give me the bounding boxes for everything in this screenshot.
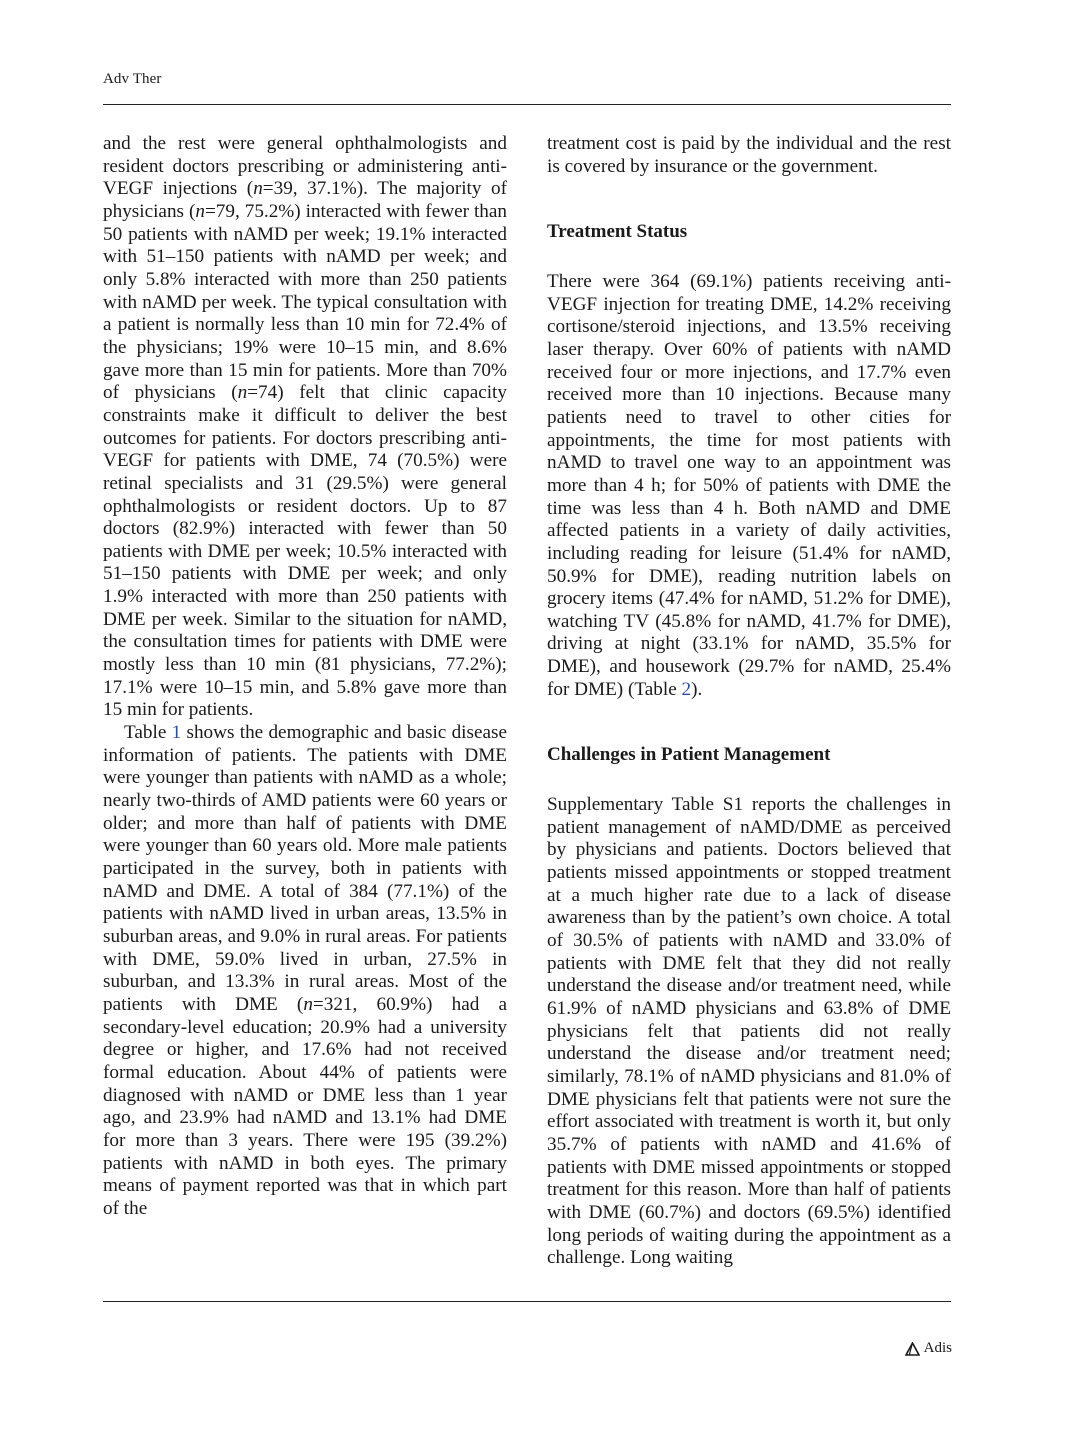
- publisher-logo: [905, 1340, 952, 1357]
- body-paragraph: Supplementary Table S1 reports the challenges in patient management of nAMD/DME as perceived by physicians and patients. Doctors believed that patients missed appointments or stopped treatment at a much higher rate due to a lack of disease awareness than by the patient’s own choice. A total of 30.5% of patients with nAMD and 33.0% of patients with DME felt that they did not really understand the disease and/or treatment need, while 61.9% of nAMD physicians and 63.8% of DME physicians felt that patients did not really understand the disease and/or treatment need; similarly, 78.1% of nAMD physicians and 81.0% of DME physicians felt that patients were not sure the effort associated with treatment is worth it, but only 35.7% of patients with nAMD and 41.6% of patients with DME missed appointments or stopped treatment for this reason. More than half of patients with DME (60.7%) and doctors (69.5%) identified long periods of waiting during the appointment as a challenge. Long waiting: [547, 794, 951, 1269]
- publisher-name: Adis: [923, 1340, 952, 1356]
- section-heading: Challenges in Patient Management: [547, 744, 831, 766]
- body-paragraph: treatment cost is paid by the individual and the rest is covered by insurance or the government.: [547, 133, 951, 177]
- left-column: [103, 133, 507, 1221]
- body-paragraph: and the rest were general ophthalmologists and resident doctors prescribing or administering anti-VEGF injections (n=39, 37.1%). The majority of physicians (n=79, 75.2%) interacted with fewer than 50 patients with nAMD per week; 19.1% interacted with 51–150 patients with nAMD per week; and only 5.8% interacted with more than 250 patients with nAMD per week. The typical consultation with a patient is normally less than 10 min for 72.4% of the physicians; 19% were 10–15 min, and 8.6% gave more than 15 min for patients. More than 70% of physicians (n=74) felt that clinic capacity constraints make it difficult to deliver the best outcomes for patients. For doctors prescribing anti-VEGF for patients with DME, 74 (70.5%) were retinal specialists and 31 (29.5%) were general ophthalmologists or resident doctors. Up to 87 doctors (82.9%) interacted with fewer than 50 patients with DME per week; 10.5% interacted with 51–150 patients with DME per week; and only 1.9% interacted with more than 250 patients with DME per week. Similar to the situation for nAMD, the consultation times for patients with DME were mostly less than 10 min (81 physicians, 77.2%); 17.1% were 10–15 min, and 5.8% gave more than 15 min for patients.: [103, 133, 507, 721]
- section-heading: Treatment Status: [547, 221, 688, 243]
- right-column: [547, 133, 951, 1270]
- body-paragraph: There were 364 (69.1%) patients receiving anti-VEGF injection for treating DME, 14.2% receiving cortisone/steroid injections, and 13.5% receiving laser therapy. Over 60% of patients with nAMD received four or more injections, and 17.7% even received more than 10 injections. Because many patients need to travel to other cities for appointments, the time for most patients with nAMD to travel one way to an appointment was more than 4 h; for 50% of patients with DME the time was less than 4 h. Both nAMD and DME affected patients in a variety of daily activities, including reading for leisure (51.4% for nAMD, 50.9% for DME), reading nutrition labels on grocery items (47.4% for nAMD, 51.2% for DME), watching TV (45.8% for nAMD, 41.7% for DME), driving at night (33.1% for nAMD, 35.5% for DME), and housework (29.7% for nAMD, 25.4% for DME) (Table 2).: [547, 270, 951, 700]
- table-reference-link[interactable]: 1: [171, 722, 182, 744]
- running-head: Adv Ther: [103, 71, 162, 87]
- adis-triangle-logo-icon: [905, 1342, 920, 1356]
- footer-rule: [103, 1301, 951, 1302]
- body-paragraph: Table 1 shows the demographic and basic disease information of patients. The patients with DME were younger than patients with nAMD as a whole; nearly two-thirds of AMD patients were 60 years or older; and more than half of patients with DME were younger than 60 years old. More male patients participated in the survey, both in patients with nAMD and DME. A total of 384 (77.1%) of the patients with nAMD lived in urban areas, 13.5% in suburban areas, and 9.0% in rural areas. For patients with DME, 59.0% lived in urban, 27.5% in suburban, and 13.3% in rural areas. Most of the patients with DME (n=321, 60.9%) had a secondary-level education; 20.9% had a university degree or higher, and 17.6% had not received formal education. About 44% of patients were diagnosed with nAMD or DME less than 1 year ago, and 23.9% had nAMD and 13.1% had DME for more than 3 years. There were 195 (39.2%) patients with nAMD in both eyes. The primary means of payment reported was that in which part of the: [103, 722, 507, 1219]
- table-reference-link[interactable]: 2: [681, 678, 692, 700]
- header-rule: [103, 104, 951, 105]
